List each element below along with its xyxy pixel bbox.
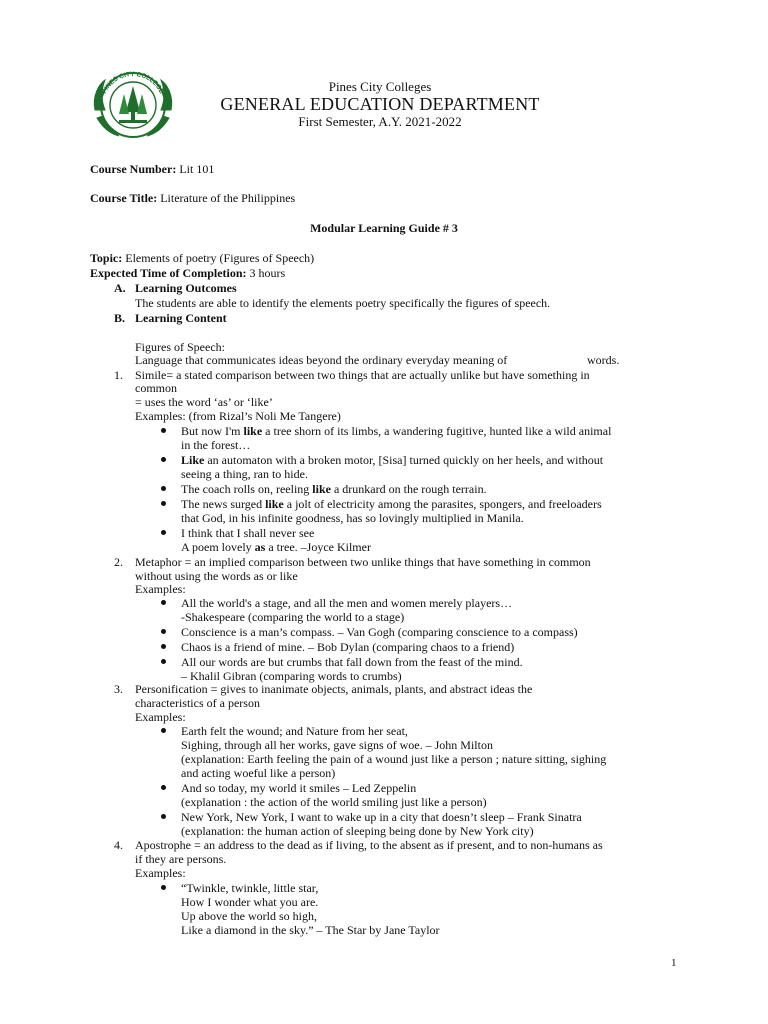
- bullet: [161, 785, 166, 790]
- course-title-line: [90, 191, 295, 205]
- bullet: [161, 501, 166, 506]
- time-value: 3 hours: [249, 266, 286, 280]
- personification-example-1: Earth felt the wound; and Nature from her seat,: [181, 724, 408, 738]
- metaphor-example-2: Conscience is a man’s compass. – Van Gogh (comparing conscience to a compass): [181, 625, 578, 639]
- fos-definition-end: words.: [587, 353, 620, 367]
- section-b-marker: B.: [114, 311, 126, 325]
- simile-usage: = uses the word ‘as’ or ‘like’: [135, 395, 273, 409]
- personification-example-3: New York, New York, I want to wake up in a city that doesn’t sleep – Frank Sinatra: [181, 810, 582, 824]
- apostrophe-example-line-1: “Twinkle, twinkle, little star,: [181, 881, 319, 895]
- bullet: [161, 885, 166, 890]
- personification-definition: Personification = gives to inanimate objects, animals, plants, and abstract ideas the: [135, 682, 533, 696]
- course-title-value: Literature of the Philippines: [160, 191, 296, 205]
- apostrophe-example-line-3: Up above the world so high,: [181, 909, 317, 923]
- item-number: 3.: [114, 682, 123, 696]
- simile-example-3: The coach rolls on, reeling like a drunkard on the rough terrain.: [181, 482, 487, 496]
- simile-definition-cont: common: [135, 381, 177, 395]
- course-number-line: [90, 162, 214, 176]
- section-b-heading: Learning Content: [135, 311, 227, 325]
- metaphor-examples-label: Examples:: [135, 582, 186, 596]
- section-a-marker: A.: [114, 281, 126, 295]
- simile-example-4-cont: that God, in his infinite goodness, has so lovingly multiplied in Manila.: [181, 511, 524, 525]
- bullet: [161, 486, 166, 491]
- logo-text: PINES CITY COLLEGE: [101, 70, 165, 95]
- personification-definition-cont: characteristics of a person: [135, 696, 260, 710]
- page-number: 1: [671, 957, 677, 969]
- personification-example-1-line-2: Sighing, through all her works, gave signs of woe. – John Milton: [181, 738, 493, 752]
- metaphor-example-1-cont: -Shakespeare (comparing the world to a stage): [181, 610, 405, 624]
- personification-example-1-line-4: and acting woeful like a person): [181, 766, 336, 780]
- metaphor-example-4: All our words are but crumbs that fall down from the feast of the mind.: [181, 655, 523, 669]
- simile-example-1: But now I'm like a tree shorn of its limbs, a wandering fugitive, hunted like a wild animal: [181, 424, 612, 438]
- time-label: Expected Time of Completion:: [90, 266, 247, 280]
- personification-example-2: And so today, my world it smiles – Led Zeppelin: [181, 781, 417, 795]
- section-a-text: The students are able to identify the elements poetry specifically the figures of speech.: [135, 296, 551, 310]
- simile-example-1-cont: in the forest…: [181, 438, 251, 452]
- bullet: [161, 530, 166, 535]
- simile-definition: Simile= a stated comparison between two things that are actually unlike but have something in: [135, 368, 590, 382]
- topic-value: Elements of poetry (Figures of Speech): [125, 251, 315, 265]
- time-line: [90, 266, 285, 280]
- bullet: [161, 659, 166, 664]
- bullet: [161, 629, 166, 634]
- metaphor-example-3: Chaos is a friend of mine. – Bob Dylan (comparing chaos to a friend): [181, 640, 515, 654]
- bullet: [161, 728, 166, 733]
- bullet: [161, 600, 166, 605]
- personification-example-3-cont: (explanation: the human action of sleeping being done by New York city): [181, 824, 534, 838]
- apostrophe-definition: Apostrophe = an address to the dead as if living, to the absent as if present, and to non-humans as: [135, 838, 603, 852]
- metaphor-example-4-cont: – Khalil Gibran (comparing words to crumbs): [181, 669, 402, 683]
- department-title: GENERAL EDUCATION DEPARTMENT: [220, 94, 540, 114]
- personification-examples-label: Examples:: [135, 710, 186, 724]
- fos-definition: Language that communicates ideas beyond the ordinary everyday meaning of: [135, 353, 508, 367]
- apostrophe-example-line-2: How I wonder what you are.: [181, 895, 319, 909]
- semester-line: First Semester, A.Y. 2021-2022: [298, 114, 462, 129]
- bullet: [161, 428, 166, 433]
- item-number: 2.: [114, 555, 123, 569]
- course-number-value: Lit 101: [179, 162, 215, 176]
- item-number: 1.: [114, 368, 123, 382]
- college-name: Pines City Colleges: [328, 79, 432, 94]
- fos-heading: Figures of Speech:: [135, 340, 225, 354]
- simile-example-5: I think that I shall never see: [181, 526, 315, 540]
- college-seal-logo: [89, 66, 177, 144]
- simile-examples-label: Examples: (from Rizal’s Noli Me Tangere): [135, 409, 341, 423]
- topic-label: Topic:: [90, 251, 123, 265]
- simile-example-4: The news surged like a jolt of electricity among the parasites, spongers, and freeloaders: [181, 497, 602, 511]
- simile-example-5-cont: A poem lovely as a tree. –Joyce Kilmer: [181, 540, 371, 554]
- course-number-label: Course Number:: [90, 162, 177, 176]
- simile-example-2: Like an automaton with a broken motor, [Sisa] turned quickly on her heels, and without: [181, 453, 604, 467]
- bullet: [161, 644, 166, 649]
- metaphor-example-1: All the world's a stage, and all the men and women merely players…: [181, 596, 513, 610]
- metaphor-definition-cont: without using the words as or like: [135, 569, 298, 583]
- metaphor-definition: Metaphor = an implied comparison between two unlike things that have something in common: [135, 555, 591, 569]
- topic-line: [90, 251, 314, 265]
- bullet: [161, 457, 166, 462]
- guide-title: Modular Learning Guide # 3: [310, 221, 458, 235]
- item-number: 4.: [114, 838, 123, 852]
- bullet: [161, 814, 166, 819]
- apostrophe-example-line-4: Like a diamond in the sky.” – The Star by Jane Taylor: [181, 923, 440, 937]
- personification-example-1-line-3: (explanation: Earth feeling the pain of a wound just like a person ; nature sitting, sighing: [181, 752, 607, 766]
- simile-example-2-cont: seeing a thing, ran to hide.: [181, 467, 308, 481]
- course-title-label: Course Title:: [90, 191, 158, 205]
- section-a-heading: Learning Outcomes: [135, 281, 237, 295]
- personification-example-2-cont: (explanation : the action of the world smiling just like a person): [181, 795, 487, 809]
- apostrophe-examples-label: Examples:: [135, 866, 186, 880]
- apostrophe-definition-cont: if they are persons.: [135, 852, 227, 866]
